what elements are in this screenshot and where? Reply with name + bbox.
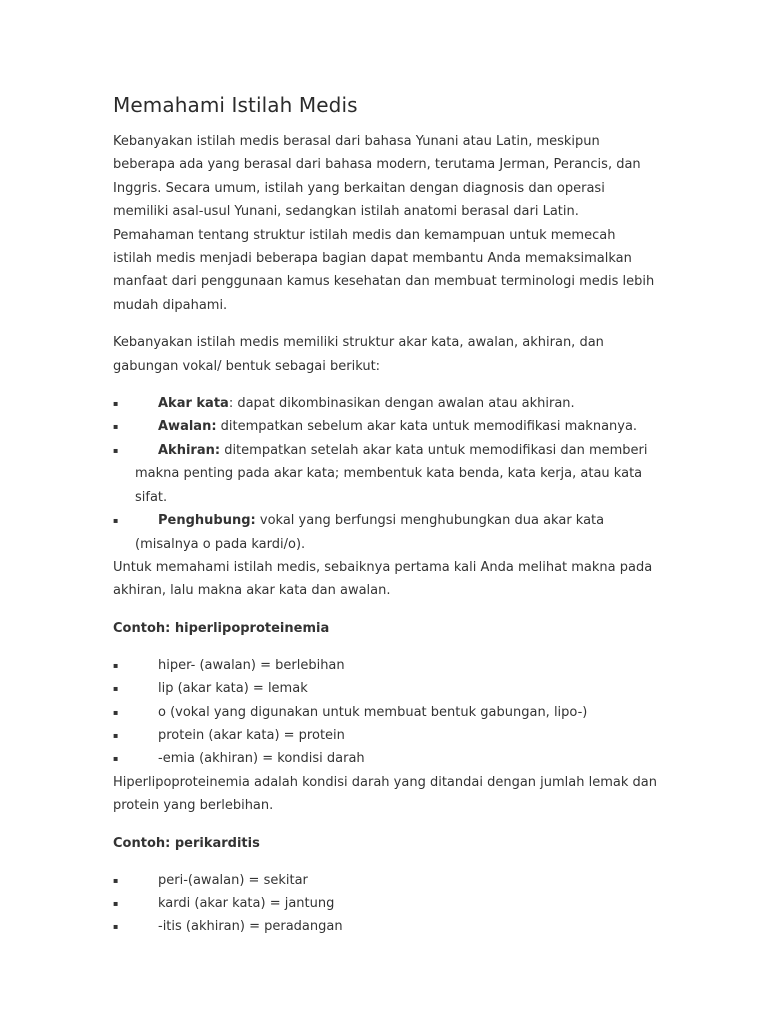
list-item-text: peri-(awalan) = sekitar [158, 872, 308, 888]
square-bullet-icon: ▪ [113, 875, 119, 885]
list-item [113, 892, 658, 915]
list-item [113, 677, 658, 700]
list-item [113, 747, 658, 770]
structure-intro-paragraph: Kebanyakan istilah medis memiliki struktur akar kata, awalan, akhiran, dan gabungan vokal/ bentuk sebagai berikut: [113, 335, 604, 374]
term-description: ditempatkan sebelum akar kata untuk memodifikasi maknanya. [216, 419, 638, 435]
page-title: Memahami Istilah Medis [113, 93, 358, 117]
list-item-text: kardi (akar kata) = jantung [158, 895, 335, 911]
list-item-text: o (vokal yang digunakan untuk membuat bentuk gabungan, lipo-) [158, 704, 588, 720]
list-item [113, 654, 658, 677]
list-item [113, 869, 658, 892]
square-bullet-icon: ▪ [113, 660, 119, 670]
document-page [113, 92, 658, 939]
list-item [113, 439, 658, 509]
term-description: : dapat dikombinasikan dengan awalan atau akhiran. [228, 396, 575, 412]
term-description: vokal yang berfungsi menghubungkan dua akar kata (misalnya o pada kardi/o). [135, 513, 605, 552]
square-bullet-icon: ▪ [113, 898, 119, 908]
list-item-text: -itis (akhiran) = peradangan [158, 919, 343, 935]
list-item [113, 701, 658, 724]
square-bullet-icon: ▪ [113, 922, 119, 932]
square-bullet-icon: ▪ [113, 754, 119, 764]
square-bullet-icon: ▪ [113, 730, 119, 740]
square-bullet-icon: ▪ [113, 707, 119, 717]
understanding-paragraph: Untuk memahami istilah medis, sebaiknya pertama kali Anda melihat makna pada akhiran, lalu makna akar kata dan awalan. [113, 559, 653, 599]
list-item [113, 724, 658, 747]
term-label: Akhiran: [158, 442, 221, 458]
list-item [113, 915, 658, 938]
list-item [113, 509, 658, 556]
example-list [113, 654, 658, 771]
structure-list [113, 392, 658, 556]
square-bullet-icon: ▪ [113, 684, 119, 694]
term-label: Awalan: [158, 419, 217, 435]
term-label: Akar kata [158, 396, 229, 412]
intro-paragraph: Kebanyakan istilah medis berasal dari bahasa Yunani atau Latin, meskipun beberapa ada yang berasal dari bahasa modern, terutama Jerman, Perancis, dan Inggris. Secara umum, istilah yang berkaitan dengan diagnosis dan operasi memiliki asal-usul Yunani, sedangkan istilah anatomi berasal dari Latin. Pemahaman tentang struktur istilah medis dan kemampuan untuk memecah istilah medis menjadi beberapa bagian dapat membantu Anda memaksimalkan manfaat dari penggunaan kamus kesehatan dan membuat terminologi medis lebih mudah dipahami. [113, 134, 655, 313]
example-heading: Contoh: perikarditis [113, 835, 260, 851]
list-item-text: protein (akar kata) = protein [158, 727, 345, 743]
square-bullet-icon: ▪ [113, 422, 119, 432]
square-bullet-icon: ▪ [113, 445, 119, 455]
term-label: Penghubung: [158, 513, 256, 529]
list-item-text: -emia (akhiran) = kondisi darah [158, 751, 365, 767]
list-item-text: lip (akar kata) = lemak [158, 681, 308, 697]
list-item [113, 415, 658, 438]
square-bullet-icon: ▪ [113, 516, 119, 526]
list-item-text: hiper- (awalan) = berlebihan [158, 657, 345, 673]
term-description: ditempatkan setelah akar kata untuk memodifikasi dan memberi makna penting pada akar kata; membentuk kata benda, kata kerja, atau kata sifat. [135, 442, 648, 505]
square-bullet-icon: ▪ [113, 399, 119, 409]
list-item [113, 392, 658, 415]
example-summary-paragraph: Hiperlipoproteinemia adalah kondisi darah yang ditandai dengan jumlah lemak dan protein yang berlebihan. [113, 774, 657, 814]
example-heading: Contoh: hiperlipoproteinemia [113, 620, 330, 636]
example-list [113, 869, 658, 939]
